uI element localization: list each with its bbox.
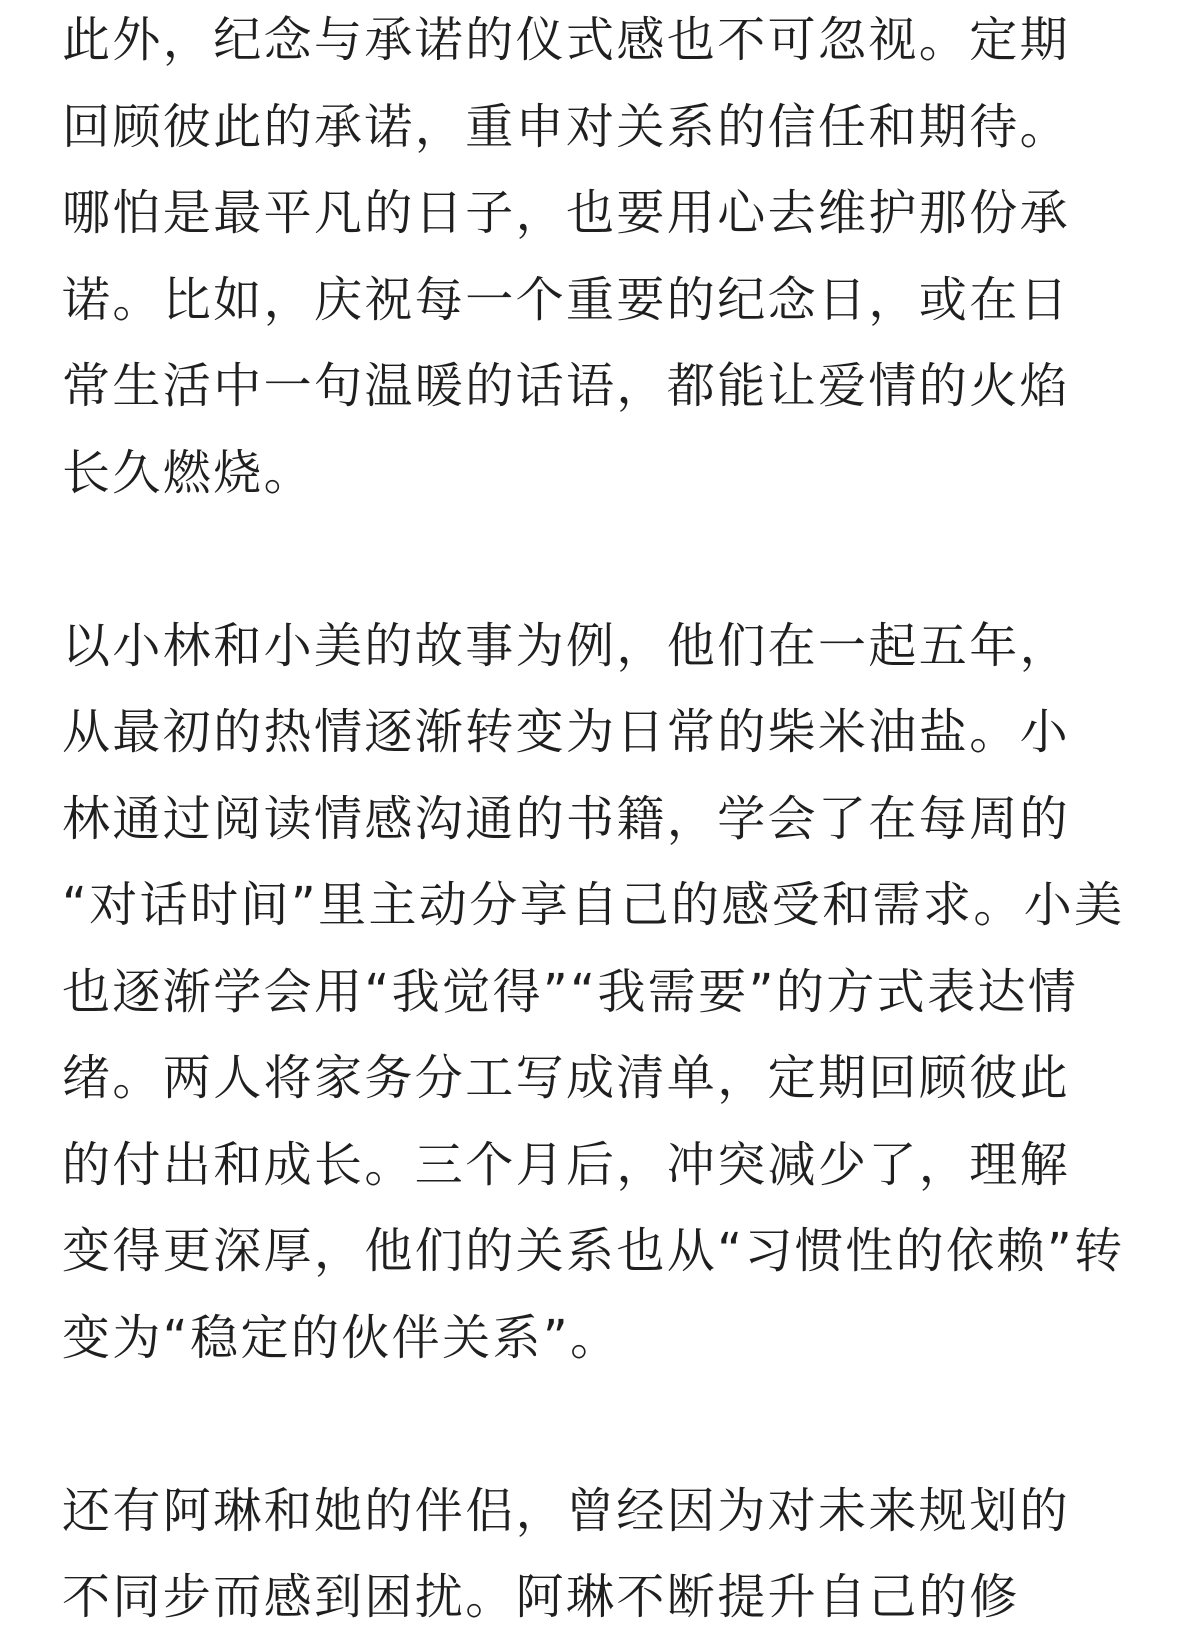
text-line: 绪。两人将家务分工写成清单，定期回顾彼此 <box>62 1050 1071 1106</box>
text-line: 也逐渐学会用“我觉得”“我需要”的方式表达情 <box>62 963 1079 1020</box>
text-line: 以小林和小美的故事为例，他们在一起五年， <box>62 617 1071 674</box>
text-line: 的付出和成长。三个月后，冲突减少了，理解 <box>62 1136 1071 1193</box>
text-line: 回顾彼此的承诺，重申对关系的信任和期待。 <box>62 98 1071 155</box>
text-line: 还有阿琳和她的伴侣，曾经因为对未来规划的 <box>62 1482 1071 1539</box>
text-line: 诺。比如，庆祝每一个重要的纪念日，或在日 <box>62 271 1071 328</box>
paragraph-2 <box>62 603 1125 1382</box>
text-line: 哪怕是最平凡的日子，也要用心去维护那份承 <box>62 185 1071 241</box>
text-line: 从最初的热情逐渐转变为日常的柴米油盐。小 <box>62 704 1071 760</box>
text-line: 林通过阅读情感沟通的书籍，学会了在每周的 <box>62 790 1071 847</box>
text-line: “对话时间”里主动分享自己的感受和需求。小美 <box>62 877 1125 933</box>
article-body <box>62 0 1125 1641</box>
text-line: 变为“稳定的伙伴关系”。 <box>62 1309 621 1366</box>
paragraph-gap <box>62 1381 1114 1468</box>
text-line: 不同步而感到困扰。阿琳不断提升自己的修 <box>62 1569 1020 1625</box>
text-line: 变得更深厚，他们的关系也从“习惯性的依赖”转 <box>62 1223 1125 1279</box>
paragraph-gap <box>62 516 1114 603</box>
text-line: 常生活中一句温暖的话语，都能让爱情的火焰 <box>62 358 1071 414</box>
text-line: 此外，纪念与承诺的仪式感也不可忽视。定期 <box>62 12 1071 68</box>
paragraph-3 <box>62 1468 1114 1641</box>
paragraph-1 <box>62 0 1114 516</box>
text-line: 长久燃烧。 <box>62 444 315 501</box>
